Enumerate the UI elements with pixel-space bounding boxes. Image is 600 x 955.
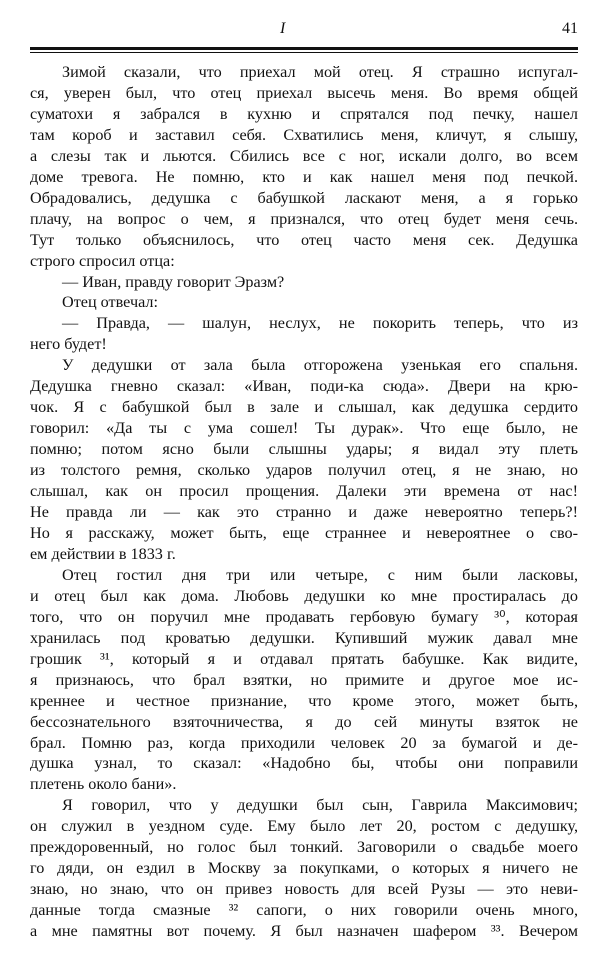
- running-header: [30, 20, 578, 44]
- text-line: Отец отвечал:: [62, 293, 158, 312]
- text-line: и отец был как дома. Любовь дедушки ко мне простиралась до: [30, 586, 578, 605]
- text-line: говорил: «Да ты с ума сошел! Ты дурак». Что еще было, не: [30, 419, 578, 438]
- text-line: помню; потом ясно были слышны удары; я видал эту плеть: [30, 440, 578, 459]
- text-line: хранилась под кроватью дедушки. Купивший мужик давал мне: [30, 628, 578, 647]
- text-line: доме тревога. Не помню, кто и как нашел меня под печкой.: [30, 167, 578, 186]
- header-rule-thin: [30, 52, 578, 53]
- text-line: го дяди, он ездил в Москву за покупками, о которых я ничего не: [30, 859, 578, 878]
- text-line: креннее и честное признание, что кроме этого, может быть,: [30, 691, 578, 710]
- text-line: ем действии в 1833 г.: [30, 544, 176, 563]
- text-line: данные тогда смазные ³² сапоги, о них говорили очень много,: [30, 901, 578, 920]
- text-line: Отец гостил дня три или четыре, с ним были ласковы,: [62, 565, 578, 584]
- text-line: ся, уверен был, что отец приехал высечь меня. Во время общей: [30, 83, 578, 102]
- text-line: грошик ³¹, который я и отдавал прятать бабушке. Как видите,: [30, 649, 578, 668]
- text-line: того, что он поручил мне продавать гербовую бумагу ³⁰, которая: [30, 607, 578, 626]
- text-line: а слезы так и льются. Сбились все с ног, искали долго, во всем: [30, 146, 578, 165]
- text-line: там короб и заставил себя. Схватились меня, кличут, я слышу,: [30, 125, 578, 144]
- text-line: а мне памятны вот почему. Я был назначен шафером ³³. Вечером: [30, 922, 578, 941]
- text-line: Но я расскажу, может быть, еще страннее и невероятнее о сво-: [30, 523, 578, 542]
- section-mark: I: [280, 20, 286, 37]
- text-line: я признаюсь, что брал взятки, но примите и другое мое ис-: [30, 670, 578, 689]
- header-rule-thick: [30, 47, 578, 50]
- text-line: чок. Я с бабушкой был в зале и слышал, как дедушка сердито: [30, 398, 578, 417]
- text-line: Тут только объяснилось, что отец часто меня сек. Дедушка: [30, 230, 578, 249]
- text-line: него будет!: [30, 335, 107, 354]
- text-line: плетень около бани».: [30, 775, 177, 794]
- text-line: Зимой сказали, что приехал мой отец. Я страшно испугал-: [62, 63, 578, 81]
- text-line: — Иван, правду говорит Эразм?: [62, 272, 285, 291]
- text-line: Я говорил, что у дедушки был сын, Гаврила Максимович;: [62, 796, 578, 815]
- text-line: душка узнал, то сказал: «Надобно бы, чтобы они поправили: [30, 754, 578, 773]
- text-line: брал. Помню раз, когда приходили человек 20 за бумагой и де-: [30, 733, 578, 752]
- text-line: суматохи я забрался в кухню и спрятался под печку, нашел: [30, 104, 578, 123]
- body-text: [30, 62, 578, 942]
- text-line: он служил в уездном суде. Ему было лет 20, ростом с дедушку,: [30, 817, 578, 836]
- text-line: строго спросил отца:: [30, 251, 175, 270]
- text-line: Обрадовались, дедушка с бабушкой ласкают меня, а я горько: [30, 188, 578, 207]
- text-line: знаю, но знаю, что он привез новость для всей Рузы — это неви-: [30, 880, 578, 899]
- text-line: бессознательного взяточничества, я до сей минуты взяток не: [30, 712, 578, 731]
- text-line: Не правда ли — как это странно и даже невероятно теперь?!: [30, 503, 578, 522]
- text-line: — Правда, — шалун, неслух, не покорить теперь, что из: [62, 314, 578, 333]
- text-line: Дедушка гневно сказал: «Иван, поди-ка сюда». Двери на крю-: [30, 377, 578, 396]
- text-line: слышал, как он просил прощения. Далеки эти времена от нас!: [30, 482, 578, 501]
- page-number: 41: [562, 20, 578, 37]
- text-line: преждоровенный, но голос был тонкий. Заговорили о свадьбе моего: [30, 838, 578, 857]
- text-line: У дедушки от зала была отгорожена узенькая его спальня.: [62, 356, 578, 375]
- text-line: плачу, на вопрос о чем, я признался, что отец будет меня сечь.: [30, 209, 578, 228]
- text-line: из толстого ремня, сколько ударов получил отец, я не знаю, но: [30, 461, 578, 480]
